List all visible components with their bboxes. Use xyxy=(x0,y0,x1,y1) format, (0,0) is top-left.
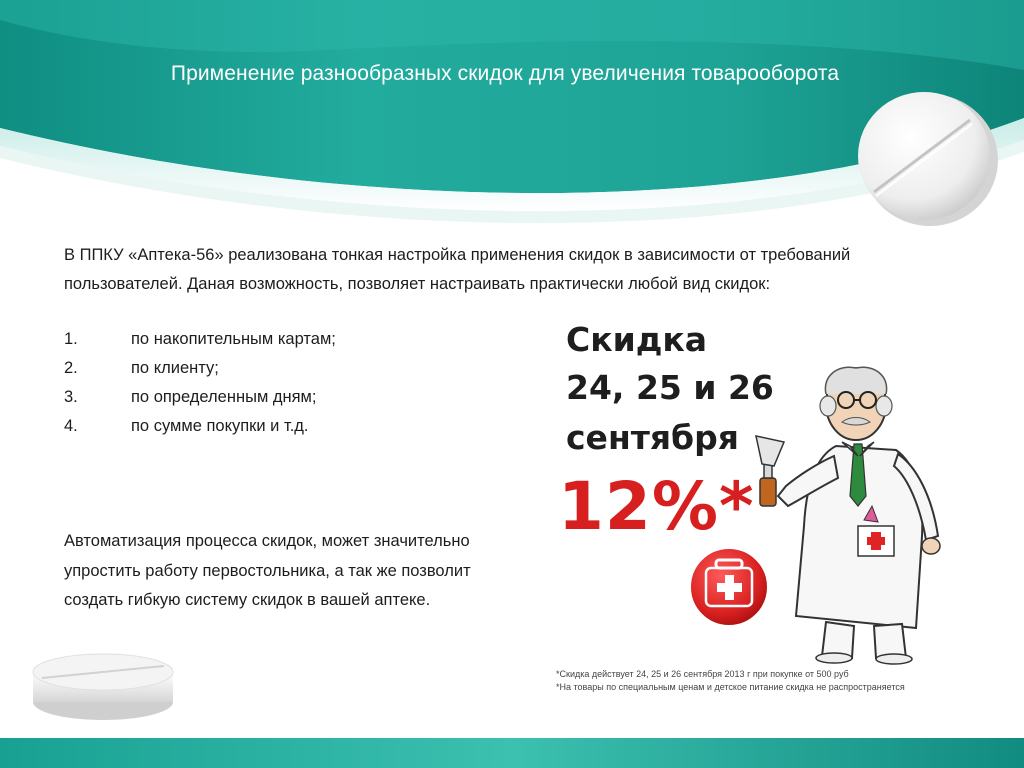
list-item-label: по накопительным картам; xyxy=(131,330,336,348)
list-item-label: по определенным дням; xyxy=(131,388,317,406)
list-item-number: 2. xyxy=(64,359,78,377)
promo-image xyxy=(546,306,966,702)
first-aid-kit-icon xyxy=(688,546,770,628)
footer-bar xyxy=(0,738,1024,768)
list-item-label: по сумме покупки и т.д. xyxy=(131,417,309,435)
promo-discount-percent: 12%* xyxy=(558,468,755,545)
list-item xyxy=(64,354,534,382)
list-item-number: 3. xyxy=(64,388,78,406)
conclusion-paragraph: Автоматизация процесса скидок, может значительно упростить работу первостольника, а так же позволит создать гибкую систему скидок в вашей аптеке. xyxy=(64,532,471,609)
intro-paragraph: В ППКУ «Аптека-56» реализована тонкая настройка применения скидок в зависимости от требований пользователей. Даная возможность, позволяет настраивать практически любой вид скидок: xyxy=(64,246,851,293)
slide-title: Применение разнообразных скидок для увеличения товарооборота xyxy=(170,62,840,85)
list-item xyxy=(64,383,534,411)
list-item xyxy=(64,325,534,353)
promo-footnote: *На товары по специальным ценам и детское питание скидка не распространяется xyxy=(556,682,905,692)
list-item-number: 1. xyxy=(64,330,78,348)
pill-tablet-image xyxy=(28,644,178,724)
promo-footnote: *Скидка действует 24, 25 и 26 сентября 2013 г при покупке от 500 руб xyxy=(556,669,849,679)
list-item-label: по клиенту; xyxy=(131,359,219,377)
promo-month: сентября xyxy=(566,418,739,457)
promo-title: Скидка xyxy=(566,320,708,359)
list-item-number: 4. xyxy=(64,417,78,435)
list-item xyxy=(64,412,534,440)
promo-dates: 24, 25 и 26 xyxy=(566,368,774,407)
pill-tablet-image xyxy=(852,84,1002,232)
